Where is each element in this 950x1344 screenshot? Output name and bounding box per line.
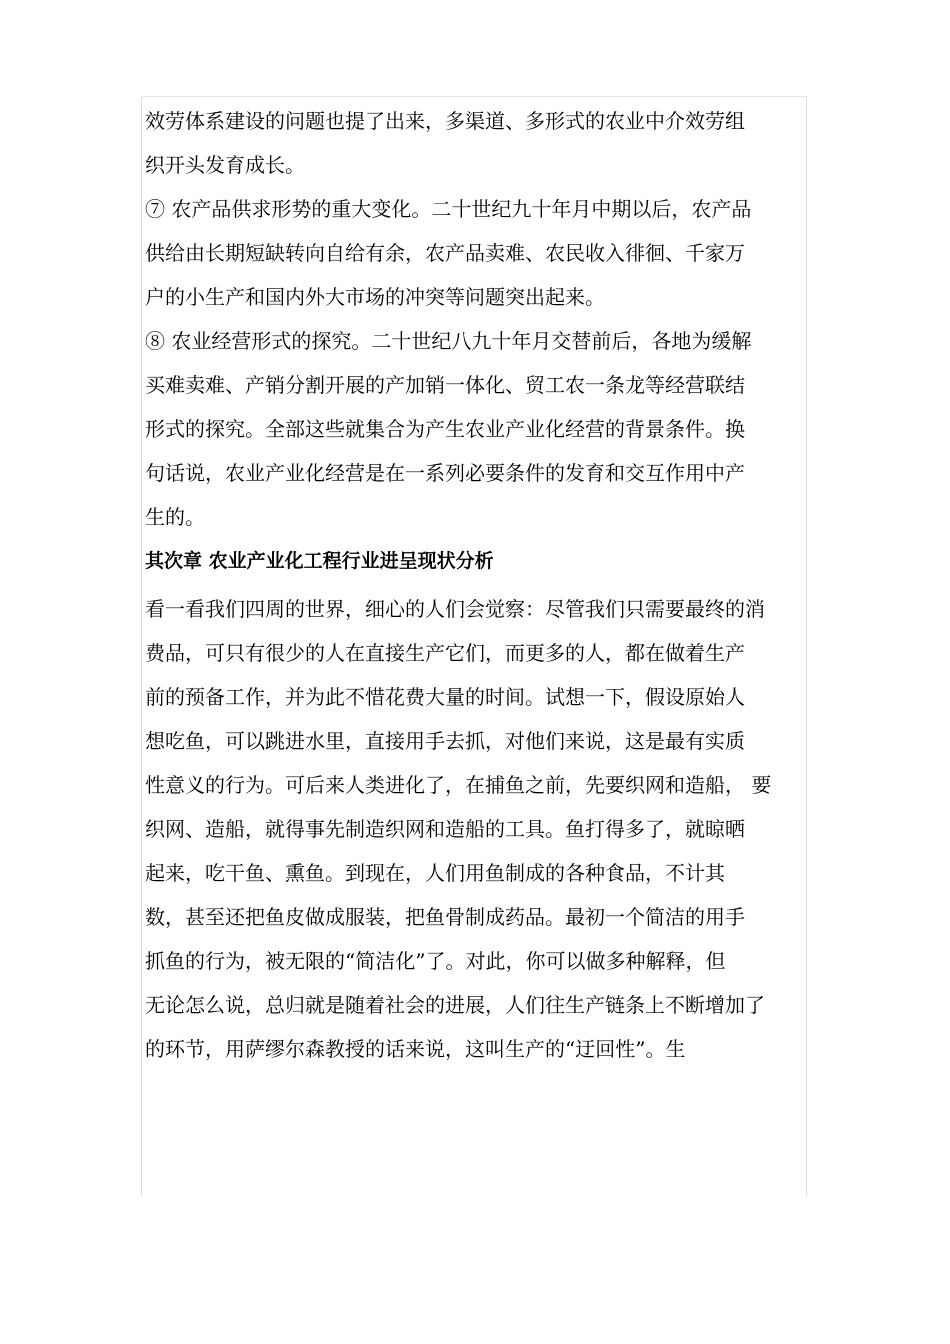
text-line: 句话说，农业产业化经营是在一系列必要条件的发育和交互作用中产 — [145, 461, 745, 485]
text-line: 织开头发育成长。 — [145, 153, 305, 177]
text-line: ⑦ 农产品供求形势的重大变化。二十世纪九十年月中期以后，农产品 — [145, 197, 752, 221]
text-line: 抓鱼的行为，被无限的“简洁化”了。对此，你可以做多种解释，但 — [145, 949, 726, 973]
text-line: 费品，可只有很少的人在直接生产它们，而更多的人，都在做着生产 — [145, 641, 745, 665]
text-line: 的环节，用萨缪尔森教授的话来说，这叫生产的“迂回性”。生 — [145, 1037, 686, 1061]
text-line: 户的小生产和国内外大市场的冲突等问题突出起来。 — [145, 285, 605, 309]
text-line: 供给由长期短缺转向自给有余，农产品卖难、农民收入徘徊、千家万 — [145, 241, 745, 265]
text-line: 想吃鱼，可以跳进水里，直接用手去抓，对他们来说，这是最有实质 — [145, 729, 745, 753]
text-line: 数，甚至还把鱼皮做成服装，把鱼骨制成药品。最初一个简洁的用手 — [145, 905, 745, 929]
text-line: 前的预备工作，并为此不惜花费大量的时间。试想一下，假设原始人 — [145, 685, 745, 709]
text-line: 效劳体系建设的问题也提了出来，多渠道、多形式的农业中介效劳组 — [145, 109, 745, 133]
text-line: 起来，吃干鱼、熏鱼。到现在，人们用鱼制成的各种食品，不计其 — [145, 861, 725, 885]
text-line: ⑧ 农业经营形式的探究。二十世纪八九十年月交替前后，各地为缓解 — [145, 329, 752, 353]
text-line: 买难卖难、产销分割开展的产加销一体化、贸工农一条龙等经营联结 — [145, 373, 745, 397]
text-line: 看一看我们四周的世界，细心的人们会觉察：尽管我们只需要最终的消 — [145, 597, 765, 621]
text-line: 无论怎么说，总归就是随着社会的进展，人们往生产链条上不断增加了 — [145, 993, 765, 1017]
text-line: 织网、造船，就得事先制造织网和造船的工具。鱼打得多了，就晾晒 — [145, 817, 745, 841]
chapter-heading: 其次章 农业产业化工程行业进呈现状分析 — [145, 550, 494, 572]
text-line: 性意义的行为。可后来人类进化了，在捕鱼之前，先要织网和造船， 要 — [145, 773, 772, 797]
text-line: 生的。 — [145, 505, 205, 529]
text-line: 形式的探究。全部这些就集合为产生农业产业化经营的背景条件。换 — [145, 417, 745, 441]
